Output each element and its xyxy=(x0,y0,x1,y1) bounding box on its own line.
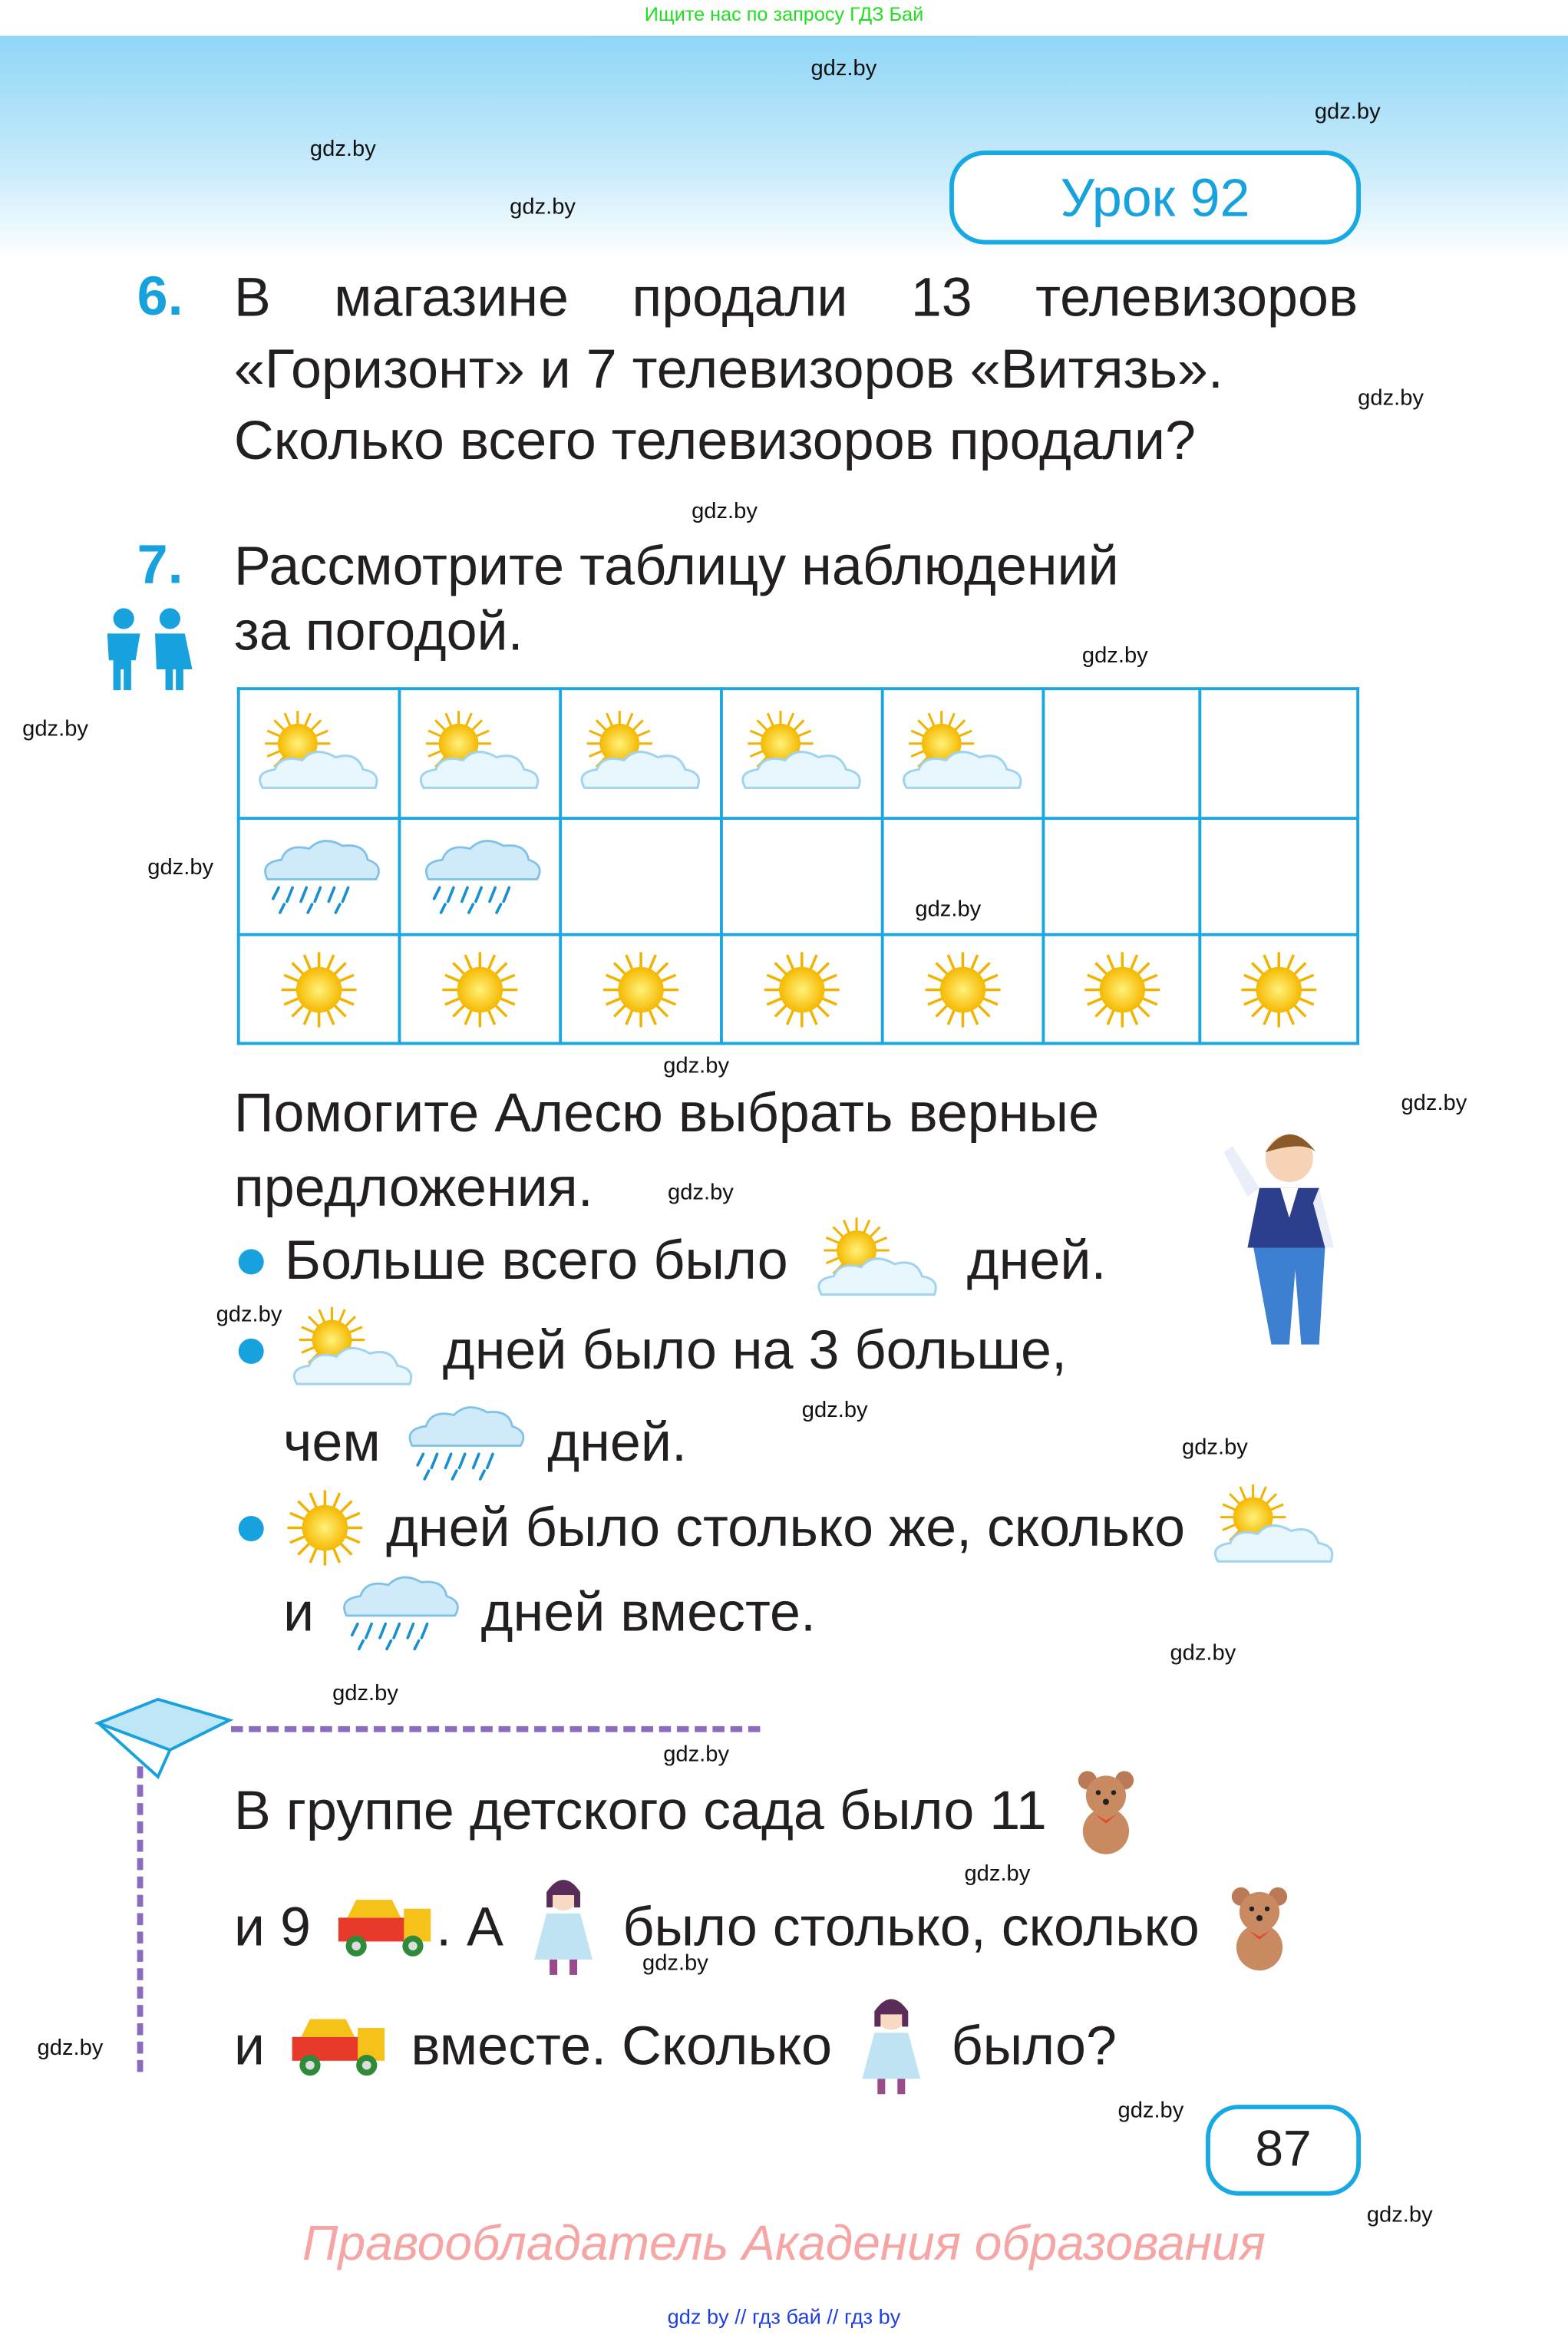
statement-text: дней. xyxy=(966,1230,1107,1291)
statement-text: дней. xyxy=(547,1412,687,1473)
sun-icon xyxy=(285,1488,365,1568)
boy-ales-illustration xyxy=(1215,1125,1356,1356)
table-cell xyxy=(560,935,721,1044)
watermark: gdz.by xyxy=(801,1397,868,1423)
watermark: gdz.by xyxy=(915,897,982,923)
sun-icon xyxy=(279,949,359,1029)
open-book-icon xyxy=(92,1693,235,1780)
table-cell xyxy=(1200,689,1358,818)
task-6-line: В магазине продали 13 телевизоров xyxy=(233,266,1358,329)
table-cell xyxy=(721,818,883,934)
table-cell xyxy=(883,689,1044,818)
task-7-line: за погодой. xyxy=(233,600,523,662)
sun-cloud-icon xyxy=(809,1215,946,1307)
footer-links[interactable]: gdz by // гдз бай // гдз by xyxy=(667,2304,901,2329)
statement-text: дней было на 3 больше, xyxy=(442,1319,1067,1381)
sun-icon xyxy=(923,949,1003,1029)
statement-1[interactable] xyxy=(239,1215,1107,1307)
sun-icon xyxy=(1081,949,1162,1029)
task-6-line: «Горизонт» и 7 телевизоров «Витязь». xyxy=(233,338,1223,400)
watermark: gdz.by xyxy=(663,1742,730,1768)
table-row xyxy=(239,689,1358,818)
dashed-divider-vertical xyxy=(137,1766,144,2072)
table-cell xyxy=(560,689,721,818)
watermark: gdz.by xyxy=(964,1861,1031,1887)
watermark: gdz.by xyxy=(1366,2202,1433,2228)
task-8-line-3 xyxy=(234,1993,1117,2100)
task-8-text: . А xyxy=(436,1896,503,1957)
table-cell xyxy=(239,689,400,818)
watermark: gdz.by xyxy=(1117,2098,1184,2124)
table-cell xyxy=(1200,818,1358,934)
bullet-icon xyxy=(239,1248,264,1273)
task-7-number: 7. xyxy=(137,533,183,595)
rain-cloud-icon xyxy=(418,835,543,919)
doll-icon xyxy=(524,1874,602,1981)
statement-text: и xyxy=(282,1581,315,1643)
watermark: gdz.by xyxy=(642,1950,708,1976)
table-cell xyxy=(721,935,883,1044)
sun-cloud-icon xyxy=(411,707,549,799)
task-8-text: и 9 xyxy=(233,1896,311,1957)
sun-cloud-icon xyxy=(733,707,870,799)
watermark: gdz.by xyxy=(1182,1435,1248,1461)
copyright-notice: Правообладатель Акадения образования xyxy=(302,2214,1266,2270)
task-8-text: вместе. Сколько xyxy=(411,2015,833,2077)
watermark: gdz.by xyxy=(309,136,376,162)
task-8-line-1 xyxy=(234,1765,1145,1857)
watermark: gdz.by xyxy=(1314,99,1381,125)
table-cell xyxy=(239,935,400,1044)
statement-3-continued xyxy=(283,1571,816,1655)
statement-3[interactable] xyxy=(239,1481,1343,1574)
watermark: gdz.by xyxy=(810,55,877,81)
table-cell xyxy=(1200,935,1358,1044)
help-line: Помогите Алесю выбрать верные xyxy=(233,1081,1100,1144)
sun-cloud-icon xyxy=(1206,1481,1343,1574)
table-cell xyxy=(1043,689,1200,818)
table-row xyxy=(239,935,1358,1044)
statement-text: чем xyxy=(282,1412,381,1473)
help-prompt xyxy=(234,1076,1099,1225)
bullet-icon xyxy=(239,1515,264,1541)
bullet-icon xyxy=(239,1338,264,1363)
lesson-badge: Урок 92 xyxy=(949,150,1361,244)
pair-work-icon xyxy=(98,605,196,692)
search-banner: Ищите нас по запросу ГДЗ Бай xyxy=(644,2,924,26)
toy-truck-icon xyxy=(286,2013,390,2081)
sun-icon xyxy=(761,949,842,1029)
statement-2[interactable] xyxy=(239,1304,1067,1396)
sun-icon xyxy=(440,949,520,1029)
rain-cloud-icon xyxy=(335,1571,460,1655)
watermark: gdz.by xyxy=(1358,385,1424,411)
watermark: gdz.by xyxy=(147,854,214,880)
task-7-text xyxy=(234,530,1119,668)
dashed-divider xyxy=(231,1726,760,1732)
watermark: gdz.by xyxy=(663,1053,730,1079)
teddy-bear-icon xyxy=(1220,1881,1298,1973)
watermark: gdz.by xyxy=(1081,642,1148,669)
statement-text: дней вместе. xyxy=(480,1581,817,1643)
statement-2-continued xyxy=(283,1401,687,1484)
watermark: gdz.by xyxy=(216,1302,282,1328)
table-cell xyxy=(721,689,883,818)
table-cell xyxy=(1043,818,1200,934)
task-8-text: и xyxy=(233,2015,266,2077)
table-cell xyxy=(883,935,1044,1044)
teddy-bear-icon xyxy=(1068,1765,1145,1857)
watermark: gdz.by xyxy=(510,194,576,220)
watermark: gdz.by xyxy=(1401,1090,1467,1116)
sun-cloud-icon xyxy=(894,707,1032,799)
rain-cloud-icon xyxy=(256,835,381,919)
table-cell xyxy=(560,818,721,934)
page-number: 87 xyxy=(1206,2105,1361,2195)
task-8-text: В группе детского сада было 11 xyxy=(233,1779,1047,1841)
task-8-text: было? xyxy=(951,2015,1117,2077)
table-cell xyxy=(239,818,400,934)
watermark: gdz.by xyxy=(37,2035,104,2061)
task-6-text xyxy=(234,263,1358,477)
task-8-line-2 xyxy=(234,1874,1298,1981)
doll-icon xyxy=(853,1993,930,2100)
task-7-line: Рассмотрите таблицу наблюдений xyxy=(233,535,1119,596)
table-cell xyxy=(1043,935,1200,1044)
sun-icon xyxy=(1239,949,1319,1029)
sun-icon xyxy=(601,949,682,1029)
table-row xyxy=(239,818,1358,934)
watermark: gdz.by xyxy=(22,716,88,742)
sun-cloud-icon xyxy=(573,707,710,799)
rain-cloud-icon xyxy=(401,1401,527,1484)
task-6-line: Сколько всего телевизоров продали? xyxy=(233,410,1196,471)
weather-observation-table xyxy=(237,687,1359,1045)
statement-text: Больше всего было xyxy=(284,1230,788,1291)
sun-cloud-icon xyxy=(285,1304,422,1396)
watermark: gdz.by xyxy=(332,1680,398,1706)
table-cell xyxy=(399,935,560,1044)
statement-text: дней было столько же, сколько xyxy=(385,1496,1186,1558)
task-8-text: было столько, сколько xyxy=(622,1896,1200,1957)
watermark: gdz.by xyxy=(668,1180,734,1206)
watermark: gdz.by xyxy=(1170,1640,1236,1666)
table-cell xyxy=(399,818,560,934)
sun-cloud-icon xyxy=(250,707,388,799)
toy-truck-icon xyxy=(332,1893,436,1961)
table-cell xyxy=(399,689,560,818)
task-6-number: 6. xyxy=(137,265,183,327)
help-line: предложения. xyxy=(233,1156,593,1218)
watermark: gdz.by xyxy=(692,498,758,524)
